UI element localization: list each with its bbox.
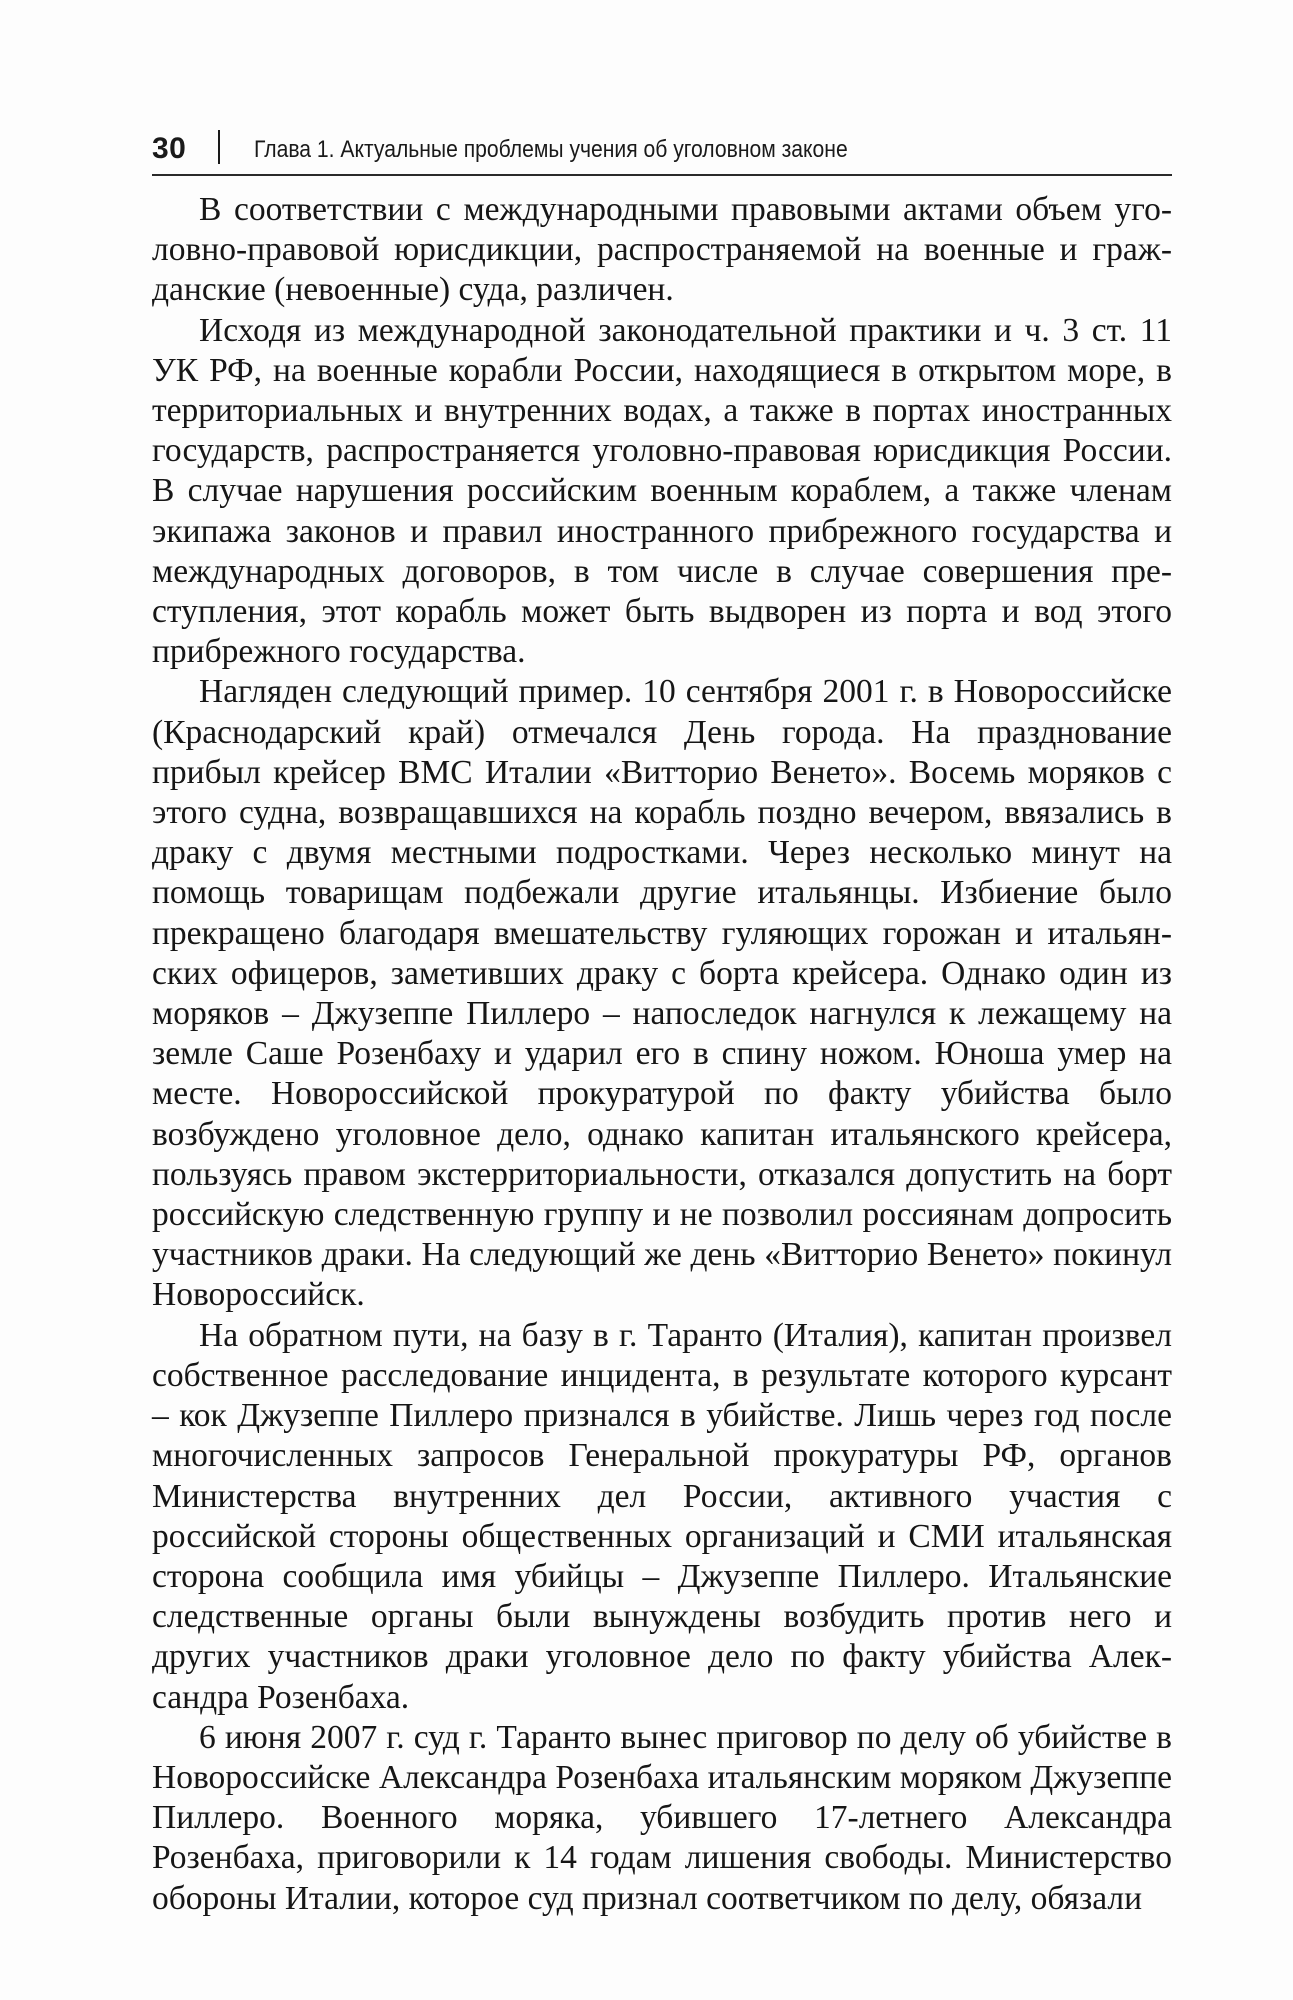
paragraph-1: В соответствии с международными правовыми актами объем уголовно-правовой юрисдикции, распространяемой на военные и гражданские (невоенные) суда, различен. <box>152 191 1172 309</box>
chapter-title: Глава 1. Актуальные проблемы учения об уголовном законе <box>254 136 848 163</box>
paragraph-2: Исходя из международной законодательной практики и ч. 3 ст. 11 УК РФ, на военные корабли России, находящиеся в открытом море, в территориальных и внутренних водах, а также в портах иностранных государств, распространяется уголовно-правовая юрисдикция России. В случае нарушения российским военным кораблем, а также членам экипажа законов и правил иностранного прибрежного государства и международных договоров, в том числе в случае совершения преступления, этот корабль может быть выдворен из порта и вод этого прибрежного государства. <box>152 311 1172 671</box>
paragraph-5: 6 июня 2007 г. суд г. Таранто вынес приговор по делу об убийстве в Новороссийске Александра Розенбаха итальянским моряком Джузеппе Пиллеро. Военного моряка, убившего 17-летнего Александра Розенбаха, приговорили к 14 годам лишения свободы. Министерство обороны Италии, которое суд признал соответчиком по делу, обязали <box>152 1718 1172 1917</box>
running-header <box>152 128 1172 176</box>
paragraph-4: На обратном пути, на базу в г. Таранто (Италия), капитан произвел собственное расследование инцидента, в результате которого курсант – кок Джузеппе Пиллеро признался в убийстве. Лишь через год после многочисленных запросов Генеральной прокуратуры РФ, органов Министерства внутренних дел России, активного участия с российской стороны общественных организаций и СМИ итальянская сторона сообщила имя убийцы – Джузеппе Пиллеро. Итальянские следственные органы были вынуждены возбудить против него и других участников драки уголовное дело по факту убийства Александра Розенбаха. <box>152 1316 1172 1716</box>
body-text <box>152 190 1172 1919</box>
header-separator <box>218 130 220 164</box>
page-number: 30 <box>152 132 187 165</box>
paragraph-3: Нагляден следующий пример. 10 сентября 2001 г. в Новороссийске (Краснодарский край) отмечался День города. На празднование прибыл крейсер ВМС Италии «Витторио Венето». Восемь моряков с этого судна, возвращавшихся на корабль поздно вечером, ввязались в драку с двумя местными подростками. Через несколько минут на помощь товарищам подбежали другие итальянцы. Избиение было прекращено благодаря вмешательству гуляющих горожан и итальянских офицеров, заметивших драку с борта крейсера. Однако один из моряков – Джузеппе Пиллеро – напоследок нагнулся к лежащему на земле Саше Розенбаху и ударил его в спину ножом. Юноша умер на месте. Новороссийской прокуратурой по факту убийства было возбуждено уголовное дело, однако капитан итальянского крейсера, пользуясь правом экстерриториальности, отказался допустить на борт российскую следственную группу и не позволил россиянам допросить участников драки. На следующий же день «Витторио Венето» покинул Новороссийск. <box>152 673 1172 1314</box>
